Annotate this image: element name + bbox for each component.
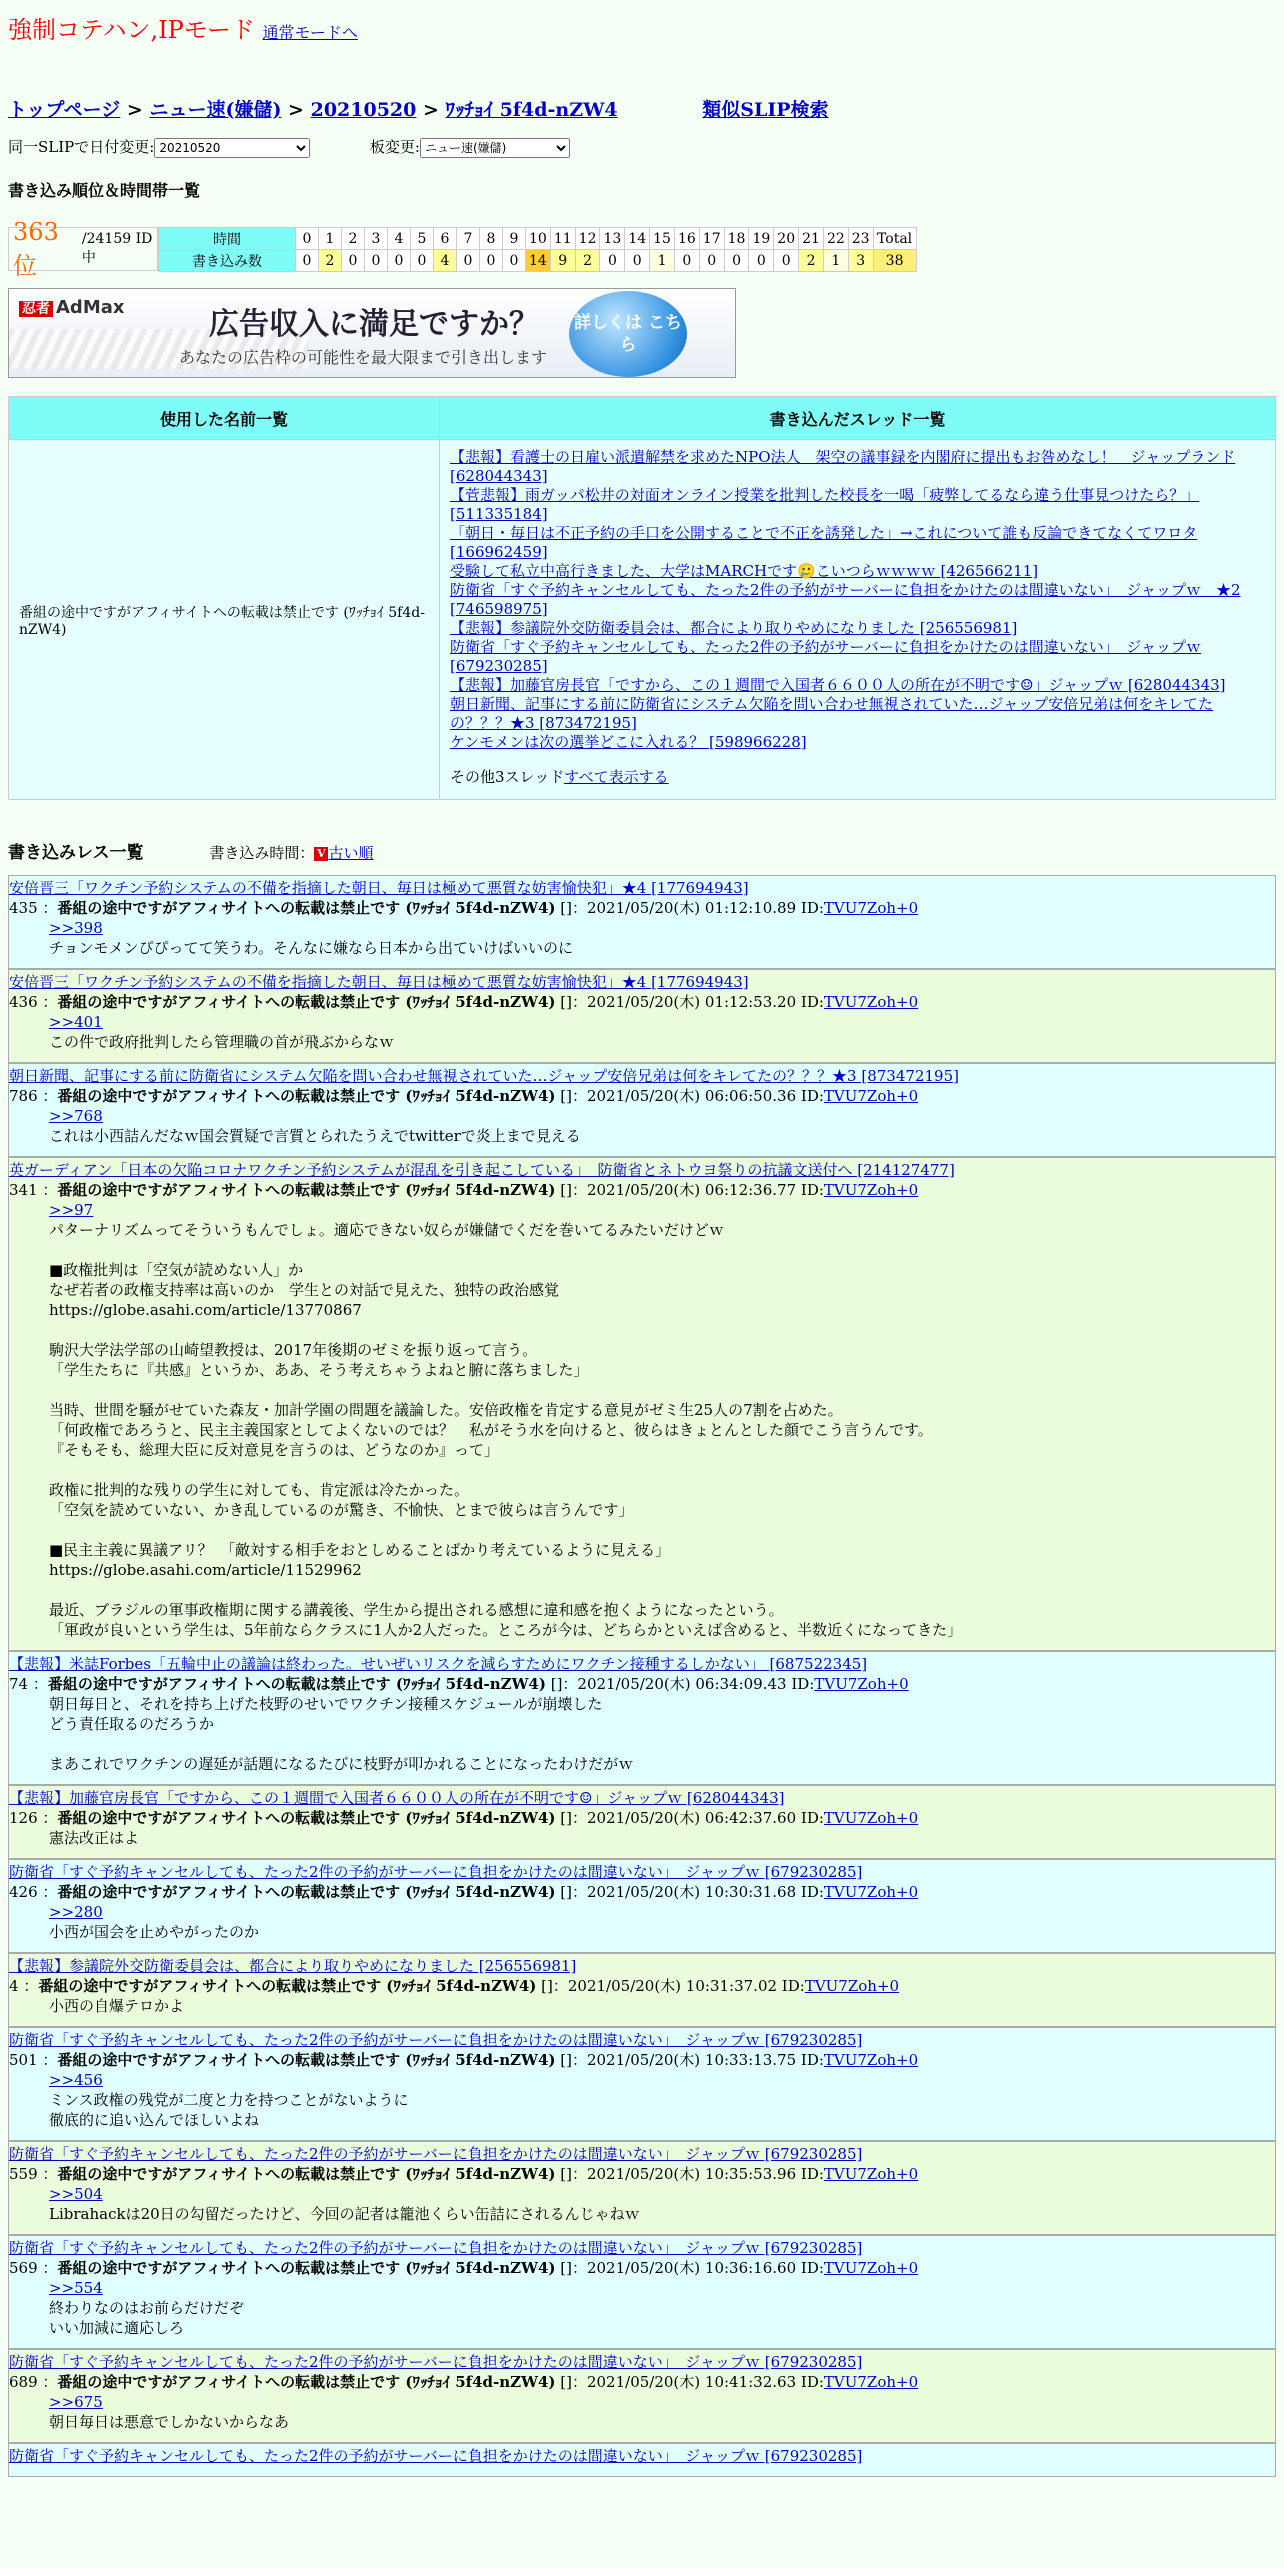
hour-cell: 11: [550, 228, 575, 250]
count-cell: 0: [480, 250, 503, 272]
count-cell: 1: [823, 250, 848, 272]
post-id-link[interactable]: TVU7Zoh+0: [804, 1977, 900, 1995]
thread-link[interactable]: 【悲報】加藤官房長官「ですから、この１週間で入国者６６００人の所在が不明です☺」ジャップｗ [628044343]: [450, 676, 1226, 694]
post-body: [49, 1828, 1275, 1848]
post-date: []：2021/05/20(木) 10:35:53.96 ID:: [555, 2165, 824, 2183]
rank-value: 363 位: [13, 217, 59, 280]
post-id-link[interactable]: TVU7Zoh+0: [823, 2165, 919, 2183]
post-body: [49, 1996, 1275, 2016]
post-line: [49, 1240, 1275, 1260]
count-cell: 0: [457, 250, 480, 272]
mode-title: 強制コテハン,IPモード: [8, 16, 255, 44]
ranking-title: 書き込み順位＆時間帯一覧: [8, 181, 201, 200]
names-header: 使用した名前一覧: [9, 397, 440, 440]
hour-cell: 14: [625, 228, 650, 250]
count-cell: 0: [365, 250, 388, 272]
hour-cell: 21: [799, 228, 824, 250]
hour-cell: 4: [388, 228, 411, 250]
post-body: [49, 2184, 1275, 2224]
post-thread-link[interactable]: 【悲報】米誌Forbes「五輪中止の議論は終わった。せいぜいリスクを減らすためにワクチン接種するしかない」 [687522345]: [9, 1655, 868, 1673]
names-threads-table: [8, 396, 1276, 800]
post-thread-link[interactable]: 英ガーディアン「日本の欠陥コロナワクチン予約システムが混乱を引き起こしている」 防衛省とネトウヨ祭りの抗議文送付へ [214127477]: [9, 1161, 955, 1179]
post-thread-link[interactable]: 防衛省「すぐ予約キャンセルしても、たった2件の予約がサーバーに負担をかけたのは間違いない」 ジャップｗ [679230285]: [9, 1863, 863, 1881]
count-row: [159, 250, 917, 272]
post-author: 番組の途中ですがアフィサイトへの転載は禁止です (ﾜｯﾁｮｲ 5f4d-nZW4): [57, 2373, 556, 2391]
count-row-label: 書き込み数: [159, 250, 296, 272]
post-thread-link[interactable]: 防衛省「すぐ予約キャンセルしても、たった2件の予約がサーバーに負担をかけたのは間違いない」 ジャップｗ [679230285]: [9, 2239, 863, 2257]
post-id-link[interactable]: TVU7Zoh+0: [823, 2259, 919, 2277]
post-meta: 436 ：番組の途中ですがアフィサイトへの転載は禁止です (ﾜｯﾁｮｲ 5f4d-nZW4) []：2021/05/20(木) 01:12:53.20 ID:TVU7Zoh+0: [9, 993, 919, 1011]
post-body: [49, 2278, 1275, 2338]
hour-cell: 7: [457, 228, 480, 250]
hour-cell: 10: [526, 228, 551, 250]
post-number: 786: [9, 1087, 38, 1105]
hour-cell: 20: [774, 228, 799, 250]
post-item: [8, 1859, 1276, 1953]
hour-row: [159, 228, 917, 250]
post-number: 126: [9, 1809, 38, 1827]
anchor-link[interactable]: >>280: [49, 1903, 103, 1921]
breadcrumb-sep: >: [416, 99, 446, 121]
post-id-link[interactable]: TVU7Zoh+0: [823, 1181, 919, 1199]
post-line: 終わりなのはお前らだけだぞ: [49, 2299, 245, 2317]
post-line: いい加減に適応しろ: [49, 2319, 185, 2337]
post-meta: 426 ：番組の途中ですがアフィサイトへの転載は禁止です (ﾜｯﾁｮｲ 5f4d-nZW4) []：2021/05/20(木) 10:30:31.68 ID:TVU7Zoh+0: [9, 1883, 919, 1901]
post-date: []：2021/05/20(木) 01:12:10.89 ID:: [555, 899, 824, 917]
post-line: 政権に批判的な残りの学生に対しても、肯定派は冷たかった。: [49, 1481, 470, 1499]
ad-details-button[interactable]: [569, 291, 687, 377]
post-meta: 74 ：番組の途中ですがアフィサイトへの転載は禁止です (ﾜｯﾁｮｲ 5f4d-nZW4) []：2021/05/20(木) 06:34:09.43 ID:TVU7Zoh+0: [9, 1675, 909, 1693]
rank-cell: [8, 217, 158, 280]
post-number: 341: [9, 1181, 38, 1199]
post-item: [8, 1157, 1276, 1651]
post-meta: 126 ：番組の途中ですがアフィサイトへの転載は禁止です (ﾜｯﾁｮｲ 5f4d-nZW4) []：2021/05/20(木) 06:42:37.60 ID:TVU7Zoh+0: [9, 1809, 919, 1827]
breadcrumb-slip[interactable]: ﾜｯﾁｮｲ 5f4d-nZW4: [445, 99, 618, 121]
count-cell: 0: [625, 250, 650, 272]
post-line: https://globe.asahi.com/article/11529962: [49, 1561, 362, 1579]
thread-link[interactable]: 防衛省「すぐ予約キャンセルしても、たった2件の予約がサーバーに負担をかけたのは間違いない」 ジャップｗ ★2 [746598975]: [450, 581, 1241, 618]
count-cell: 2: [575, 250, 600, 272]
post-line: ■政権批判は「空気が読めない人」か: [49, 1261, 304, 1279]
date-select[interactable]: [154, 138, 310, 158]
hour-cell: 8: [480, 228, 503, 250]
post-list: [8, 875, 1276, 2477]
post-line: 徹底的に追い込んでほしいよね: [49, 2111, 260, 2129]
post-date: []：2021/05/20(木) 06:42:37.60 ID:: [555, 1809, 824, 1827]
post-line: 「何政権であろうと、民主主義国家としてよくないのでは？ 私がそう水を向けると、彼らはきょとんとした顔でこう言うんです。: [49, 1421, 933, 1439]
thread-link[interactable]: 【悲報】参議院外交防衛委員会は、都合により取りやめになりました [256556981]: [450, 619, 1018, 637]
hour-cell: 15: [650, 228, 675, 250]
post-number: 501: [9, 2051, 38, 2069]
hour-cell: 16: [674, 228, 699, 250]
post-thread-link[interactable]: 安倍晋三「ワクチン予約システムの不備を指摘した朝日、毎日は極めて悪質な妨害愉快犯」★4 [177694943]: [9, 879, 749, 897]
post-id-link[interactable]: TVU7Zoh+0: [823, 993, 919, 1011]
post-thread-link[interactable]: 安倍晋三「ワクチン予約システムの不備を指摘した朝日、毎日は極めて悪質な妨害愉快犯」★4 [177694943]: [9, 973, 749, 991]
ranking-box: [8, 217, 1276, 280]
count-cell: 0: [724, 250, 749, 272]
hour-cell: 0: [296, 228, 319, 250]
post-line: 駒沢大学法学部の山崎望教授は、2017年後期のゼミを振り返って言う。: [49, 1341, 538, 1359]
breadcrumb-top[interactable]: トップページ: [8, 99, 121, 121]
similar-slip-link[interactable]: 類似SLIP検索: [702, 99, 829, 121]
breadcrumb: [8, 95, 1276, 122]
more-threads-label: その他3スレッド: [450, 768, 564, 786]
selector-row: [8, 136, 1276, 158]
breadcrumb-date[interactable]: 20210520: [310, 99, 417, 121]
count-cell: 0: [749, 250, 774, 272]
post-line: 「空気を読めていない、かき乱しているのが驚き、不愉快、とまで彼らは言うんです」: [49, 1501, 634, 1519]
post-line: 小西の自爆テロかよ: [49, 1997, 185, 2015]
count-cell: 0: [674, 250, 699, 272]
post-date: []：2021/05/20(木) 06:12:36.77 ID:: [555, 1181, 824, 1199]
post-author: 番組の途中ですがアフィサイトへの転載は禁止です (ﾜｯﾁｮｲ 5f4d-nZW4): [38, 1977, 537, 1995]
post-meta: 559 ：番組の途中ですがアフィサイトへの転載は禁止です (ﾜｯﾁｮｲ 5f4d-nZW4) []：2021/05/20(木) 10:35:53.96 ID:TVU7Zoh+0: [9, 2165, 919, 2183]
post-item: [8, 2235, 1276, 2349]
post-number: 426: [9, 1883, 38, 1901]
post-body: [49, 2392, 1275, 2432]
hourly-table: [158, 227, 917, 272]
count-cell: 2: [799, 250, 824, 272]
ad-details-label: 詳しくは こちら: [574, 313, 682, 355]
post-line: どう責任取るのだろうか: [49, 1715, 215, 1733]
post-number: 559: [9, 2165, 38, 2183]
count-cell: 0: [699, 250, 724, 272]
post-thread-link[interactable]: 【悲報】参議院外交防衛委員会は、都合により取りやめになりました [256556981]: [9, 1957, 577, 1975]
post-line: 朝日毎日は悪意でしかないからなあ: [49, 2413, 290, 2431]
count-cell: 0: [411, 250, 434, 272]
hour-cell: 12: [575, 228, 600, 250]
post-date: []：2021/05/20(木) 01:12:53.20 ID:: [555, 993, 824, 1011]
breadcrumb-sep: >: [120, 99, 150, 121]
post-body: [49, 1012, 1275, 1052]
post-line: Librahackは20日の勾留だったけど、今回の記者は籠池くらい缶詰にされるんじゃねｗ: [49, 2205, 640, 2223]
post-item: [8, 2027, 1276, 2141]
more-threads: [450, 768, 1265, 787]
post-body: [49, 918, 1275, 958]
post-line: なぜ若者の政権支持率は高いのか 学生との対話で見えた、独特の政治感覚: [49, 1281, 560, 1299]
post-line: パターナリズムってそういうもんでしょ。適応できない奴らが嫌儲でくだを巻いてるみたいだけどｗ: [49, 1221, 724, 1239]
hour-cell: 19: [749, 228, 774, 250]
post-number: 435: [9, 899, 38, 917]
hour-cell: 13: [600, 228, 625, 250]
count-cell: 0: [388, 250, 411, 272]
post-item: [8, 875, 1276, 969]
anchor-link[interactable]: >>401: [49, 1013, 103, 1031]
post-author: 番組の途中ですがアフィサイトへの転載は禁止です (ﾜｯﾁｮｲ 5f4d-nZW4): [57, 2051, 556, 2069]
ad-headline: 広告収入に満足ですか？: [209, 307, 539, 342]
post-item: [8, 2349, 1276, 2443]
post-number: 569: [9, 2259, 38, 2277]
post-author: 番組の途中ですがアフィサイトへの転載は禁止です (ﾜｯﾁｮｲ 5f4d-nZW4): [47, 1675, 546, 1693]
order-old-link[interactable]: 古い順: [328, 844, 374, 862]
post-id-link[interactable]: TVU7Zoh+0: [823, 1087, 919, 1105]
post-date: []：2021/05/20(木) 10:33:13.75 ID:: [555, 2051, 824, 2069]
post-line: [49, 1320, 1275, 1340]
count-cell: 0: [503, 250, 526, 272]
post-item: [8, 2141, 1276, 2235]
post-line: 『そもそも、総理大臣に反対意見を言うのは、どうなのか』って」: [49, 1441, 500, 1459]
post-author: 番組の途中ですがアフィサイトへの転載は禁止です (ﾜｯﾁｮｲ 5f4d-nZW4): [57, 1087, 556, 1105]
anchor-link[interactable]: >>456: [49, 2071, 103, 2089]
post-date: []：2021/05/20(木) 10:30:31.68 ID:: [555, 1883, 824, 1901]
post-line: [49, 1380, 1275, 1400]
anchor-link[interactable]: >>97: [49, 1201, 94, 1219]
post-author: 番組の途中ですがアフィサイトへの転載は禁止です (ﾜｯﾁｮｲ 5f4d-nZW4): [57, 2259, 556, 2277]
thread-list-cell: [440, 440, 1276, 800]
post-body: [49, 2070, 1275, 2130]
count-cell: 14: [526, 250, 551, 272]
threads-header: 書き込んだスレッド一覧: [440, 397, 1276, 440]
post-thread-link[interactable]: 防衛省「すぐ予約キャンセルしても、たった2件の予約がサーバーに負担をかけたのは間違いない」 ジャップｗ [679230285]: [9, 2353, 863, 2371]
date-select-label: 同一SLIPで日付変更:: [8, 138, 155, 156]
count-cell: 9: [550, 250, 575, 272]
post-thread-link[interactable]: 防衛省「すぐ予約キャンセルしても、たった2件の予約がサーバーに負担をかけたのは間違いない」 ジャップｗ [679230285]: [9, 2145, 863, 2163]
post-line: [49, 1734, 1275, 1754]
admax-logo: 忍者 AdMax: [19, 297, 124, 318]
hour-cell: 6: [434, 228, 457, 250]
breadcrumb-board[interactable]: ニュー速(嫌儲): [149, 99, 282, 121]
post-date: []：2021/05/20(木) 10:41:32.63 ID:: [555, 2373, 824, 2391]
post-line: [49, 1460, 1275, 1480]
post-id-link[interactable]: TVU7Zoh+0: [823, 2051, 919, 2069]
post-date: []：2021/05/20(木) 10:36:16.60 ID:: [555, 2259, 824, 2277]
post-id-link[interactable]: TVU7Zoh+0: [814, 1675, 909, 1693]
total-count-cell: 38: [873, 250, 916, 272]
post-line: [49, 1580, 1275, 1600]
v-icon: V: [314, 847, 328, 861]
thread-link[interactable]: 【悲報】看護士の日雇い派遣解禁を求めたNPO法人 架空の議事録を内閣府に提出もお咎めなし！ ジャップランド [628044343]: [450, 448, 1236, 485]
post-line: 「学生たちに『共感』というか、ああ、そう考えちゃうよねと腑に落ちました」: [49, 1361, 589, 1379]
post-line: この件で政府批判したら管理職の首が飛ぶからなｗ: [49, 1033, 395, 1051]
count-cell: 2: [319, 250, 342, 272]
hour-cell: 9: [503, 228, 526, 250]
post-thread-link[interactable]: 【悲報】加藤官房長官「ですから、この１週間で入国者６６００人の所在が不明です☺」ジャップｗ [628044343]: [9, 1789, 785, 1807]
hour-row-label: 時間: [159, 228, 296, 250]
post-line: 当時、世間を騒がせていた森友・加計学園の問題を議論した。安倍政権を肯定する意見がゼミ生25人の7割を占めた。: [49, 1401, 843, 1419]
count-cell: 3: [848, 250, 873, 272]
post-author: 番組の途中ですがアフィサイトへの転載は禁止です (ﾜｯﾁｮｲ 5f4d-nZW4): [57, 2165, 556, 2183]
post-body: [49, 1106, 1275, 1146]
post-number: 436: [9, 993, 38, 1011]
count-cell: 0: [342, 250, 365, 272]
thread-list: [450, 448, 1265, 752]
post-line: https://globe.asahi.com/article/13770867: [49, 1301, 362, 1319]
post-thread-link[interactable]: 防衛省「すぐ予約キャンセルしても、たった2件の予約がサーバーに負担をかけたのは間違いない」 ジャップｗ [679230285]: [9, 2447, 863, 2465]
post-body: [49, 1902, 1275, 1942]
count-cell: 0: [600, 250, 625, 272]
post-meta: 501 ：番組の途中ですがアフィサイトへの転載は禁止です (ﾜｯﾁｮｲ 5f4d-nZW4) []：2021/05/20(木) 10:33:13.75 ID:TVU7Zoh+0: [9, 2051, 919, 2069]
hour-cell: Total: [873, 228, 916, 250]
post-number: 689: [9, 2373, 38, 2391]
order-label: 書き込み時間：: [209, 844, 315, 862]
post-meta: 689 ：番組の途中ですがアフィサイトへの転載は禁止です (ﾜｯﾁｮｲ 5f4d-nZW4) []：2021/05/20(木) 10:41:32.63 ID:TVU7Zoh+0: [9, 2373, 919, 2391]
anchor-link[interactable]: >>554: [49, 2279, 103, 2297]
post-thread-link[interactable]: 防衛省「すぐ予約キャンセルしても、たった2件の予約がサーバーに負担をかけたのは間違いない」 ジャップｗ [679230285]: [9, 2031, 863, 2049]
post-author: 番組の途中ですがアフィサイトへの転載は禁止です (ﾜｯﾁｮｲ 5f4d-nZW4): [57, 993, 556, 1011]
post-date: []：2021/05/20(木) 06:34:09.43 ID:: [545, 1675, 815, 1693]
thread-link[interactable]: 受験して私立中高行きました、大学はMARCHです🥲こいつらｗｗｗｗ [426566211]: [450, 562, 1039, 580]
hour-cell: 3: [365, 228, 388, 250]
show-all-link[interactable]: すべて表示する: [563, 768, 669, 786]
post-item: [8, 1651, 1276, 1785]
board-select-label: 板変更:: [369, 138, 420, 156]
hour-cell: 22: [823, 228, 848, 250]
order-control: [209, 844, 373, 862]
post-meta: 786 ：番組の途中ですがアフィサイトへの転載は禁止です (ﾜｯﾁｮｲ 5f4d-nZW4) []：2021/05/20(木) 06:06:50.36 ID:TVU7Zoh+0: [9, 1087, 919, 1105]
post-author: 番組の途中ですがアフィサイトへの転載は禁止です (ﾜｯﾁｮｲ 5f4d-nZW4): [57, 1809, 556, 1827]
ad-subtext: あなたの広告枠の可能性を最大限まで引き出します: [179, 348, 548, 367]
anchor-link[interactable]: >>504: [49, 2185, 103, 2203]
post-id-link[interactable]: TVU7Zoh+0: [823, 1809, 919, 1827]
count-cell: 0: [774, 250, 799, 272]
post-date: []：2021/05/20(木) 10:31:37.02 ID:: [536, 1977, 805, 1995]
post-meta: 435 ：番組の途中ですがアフィサイトへの転載は禁止です (ﾜｯﾁｮｲ 5f4d-nZW4) []：2021/05/20(木) 01:12:10.89 ID:TVU7Zoh+0: [9, 899, 919, 917]
hour-cell: 5: [411, 228, 434, 250]
ad-banner[interactable]: [8, 288, 736, 378]
post-line: 「軍政が良いという学生は、5年前ならクラスに1人か2人だった。ところが今は、どちらかといえば含めると、半数近くになってきた」: [49, 1621, 963, 1639]
post-item: [8, 1785, 1276, 1859]
post-number: 74: [9, 1675, 29, 1693]
hour-cell: 2: [342, 228, 365, 250]
breadcrumb-sep: >: [281, 99, 311, 121]
post-item: [8, 1953, 1276, 2027]
post-line: 朝日毎日と、それを持ち上げた枝野のせいでワクチン接種スケジュールが崩壊した: [49, 1695, 603, 1713]
count-cell: 4: [434, 250, 457, 272]
page-title: [8, 10, 1276, 45]
thread-link[interactable]: ケンモメンは次の選挙どこに入れる？ [598966228]: [450, 733, 807, 751]
post-thread-link[interactable]: 朝日新聞、記事にする前に防衛省にシステム欠陥を問い合わせ無視されていた…ジャップ安倍兄弟は何をキレてたの？？？★3 [873472195]: [9, 1067, 959, 1085]
post-line: ミンス政権の残党が二度と力を持つことがないように: [49, 2091, 409, 2109]
post-id-link[interactable]: TVU7Zoh+0: [823, 2373, 919, 2391]
post-id-link[interactable]: TVU7Zoh+0: [823, 899, 919, 917]
post-meta: 341 ：番組の途中ですがアフィサイトへの転載は禁止です (ﾜｯﾁｮｲ 5f4d-nZW4) []：2021/05/20(木) 06:12:36.77 ID:TVU7Zoh+0: [9, 1181, 919, 1199]
post-author: 番組の途中ですがアフィサイトへの転載は禁止です (ﾜｯﾁｮｲ 5f4d-nZW4): [57, 899, 556, 917]
hour-cell: 17: [699, 228, 724, 250]
post-id-link[interactable]: TVU7Zoh+0: [823, 1883, 919, 1901]
post-meta: 4 ：番組の途中ですがアフィサイトへの転載は禁止です (ﾜｯﾁｮｲ 5f4d-nZW4) []：2021/05/20(木) 10:31:37.02 ID:TVU7Zoh+0: [9, 1977, 900, 1995]
used-name: 番組の途中ですがアフィサイトへの転載は禁止です (ﾜｯﾁｮｲ 5f4d-nZW4): [9, 440, 440, 800]
thread-link[interactable]: 朝日新聞、記事にする前に防衛省にシステム欠陥を問い合わせ無視されていた…ジャップ安倍兄弟は何をキレてたの？？？★3 [873472195]: [450, 695, 1214, 732]
post-author: 番組の途中ですがアフィサイトへの転載は禁止です (ﾜｯﾁｮｲ 5f4d-nZW4): [57, 1181, 556, 1199]
hour-cell: 23: [848, 228, 873, 250]
count-cell: 1: [650, 250, 675, 272]
anchor-link[interactable]: >>398: [49, 919, 103, 937]
post-body: [49, 1200, 1275, 1640]
res-section-title: 書き込みレス一覧: [8, 843, 144, 863]
post-line: 小西が国会を止めやがったのか: [49, 1923, 260, 1941]
post-line: これは小西詰んだなｗ国会質疑で言質とられたうえでtwitterで炎上まで見える: [49, 1127, 581, 1145]
admax-logo-mark: 忍者: [19, 301, 53, 317]
hour-cell: 18: [724, 228, 749, 250]
post-author: 番組の途中ですがアフィサイトへの転載は禁止です (ﾜｯﾁｮｲ 5f4d-nZW4): [57, 1883, 556, 1901]
post-line: 憲法改正はよ: [49, 1829, 140, 1847]
post-meta: 569 ：番組の途中ですがアフィサイトへの転載は禁止です (ﾜｯﾁｮｲ 5f4d-nZW4) []：2021/05/20(木) 10:36:16.60 ID:TVU7Zoh+0: [9, 2259, 919, 2277]
post-line: まあこれでワクチンの遅延が話題になるたびに枝野が叩かれることになったわけだがｗ: [49, 1755, 634, 1773]
anchor-link[interactable]: >>768: [49, 1107, 103, 1125]
post-line: [49, 1520, 1275, 1540]
board-select[interactable]: [420, 138, 570, 158]
post-line: 最近、ブラジルの軍事政権期に関する講義後、学生から提出される感想に違和感を抱くようになったという。: [49, 1601, 784, 1619]
normal-mode-link[interactable]: 通常モードへ: [262, 23, 358, 42]
thread-link[interactable]: 「朝日・毎日は不正予約の手口を公開することで不正を誘発した」→これについて誰も反論できてなくてワロタ [166962459]: [450, 524, 1198, 561]
thread-link[interactable]: 【菅悲報】雨ガッパ松井の対面オンライン授業を批判した校長を一喝「疲弊してるなら違う仕事見つけたら？」 [511335184]: [450, 486, 1200, 523]
post-item: [8, 969, 1276, 1063]
hour-cell: 1: [319, 228, 342, 250]
thread-link[interactable]: 防衛省「すぐ予約キャンセルしても、たった2件の予約がサーバーに負担をかけたのは間違いない」 ジャップｗ [679230285]: [450, 638, 1201, 675]
post-item: [8, 2443, 1276, 2477]
count-cell: 0: [296, 250, 319, 272]
rank-total: /24159 ID中: [81, 231, 153, 266]
post-item: [8, 1063, 1276, 1157]
post-line: チョンモメンぴぴってて笑うわ。そんなに嫌なら日本から出ていけばいいのに: [49, 939, 573, 957]
post-date: []：2021/05/20(木) 06:06:50.36 ID:: [555, 1087, 824, 1105]
post-number: 4: [9, 1977, 19, 1995]
post-body: [49, 1694, 1275, 1774]
post-line: ■民主主義に異議アリ？ 「敵対する相手をおとしめることばかり考えているように見える」: [49, 1541, 671, 1559]
anchor-link[interactable]: >>675: [49, 2393, 103, 2411]
res-section-header: [8, 838, 1276, 863]
